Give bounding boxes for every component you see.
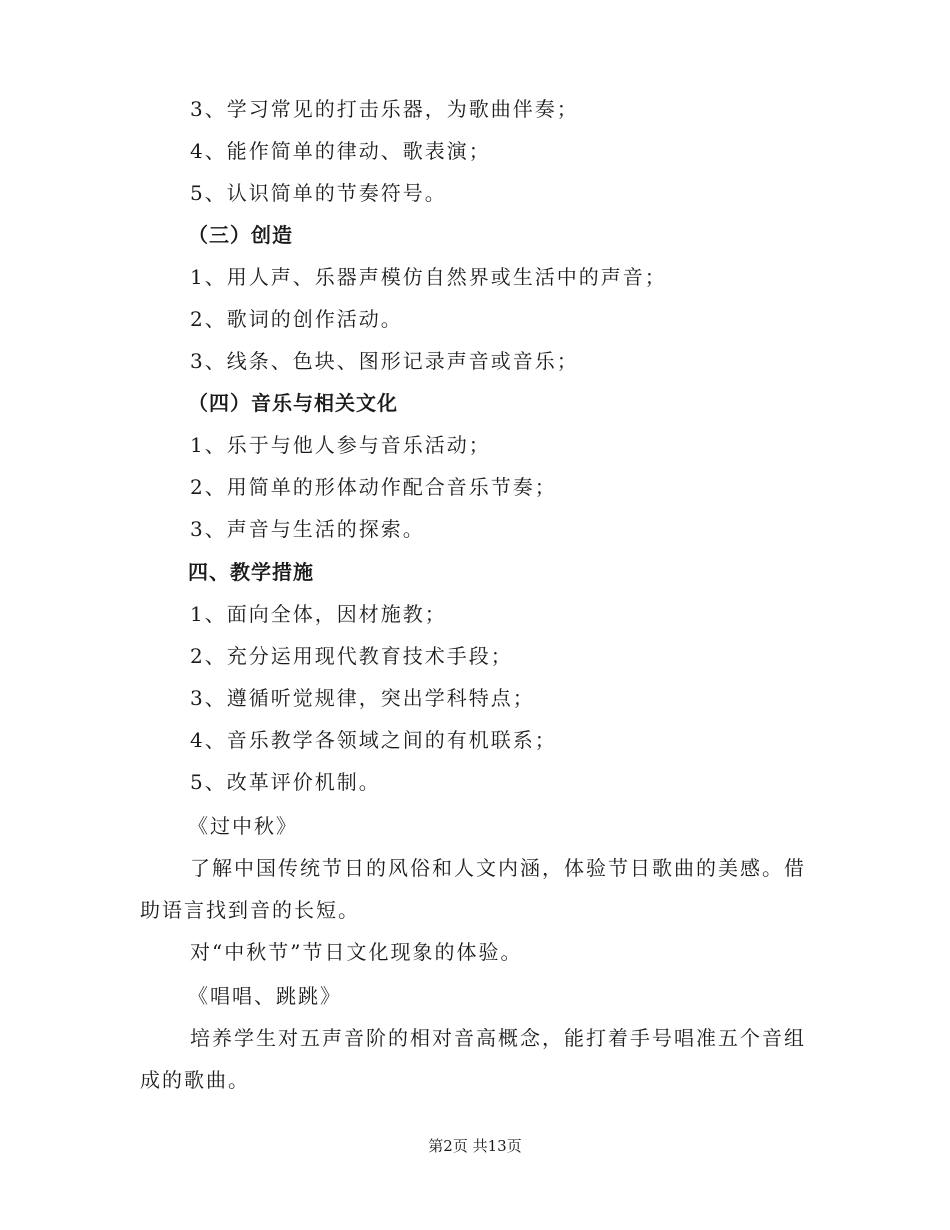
list-item: 1、用人声、乐器声模仿自然界或生活中的声音； xyxy=(190,265,667,289)
paragraph-line: 了解中国传统节日的风俗和人文内涵，体验节日歌曲的美感。借 xyxy=(190,856,806,880)
list-item: 3、学习常见的打击乐器，为歌曲伴奏； xyxy=(190,97,579,121)
song-title: 《唱唱、跳跳》 xyxy=(188,984,342,1008)
paragraph-line: 对“中秋节”节日文化现象的体验。 xyxy=(190,940,523,964)
section-heading-measures: 四、教学措施 xyxy=(188,560,314,584)
list-item: 4、音乐教学各领域之间的有机联系； xyxy=(190,728,557,752)
list-item: 1、乐于与他人参与音乐活动； xyxy=(190,433,491,457)
song-title: 《过中秋》 xyxy=(188,814,298,838)
list-item: 5、认识简单的节奏符号。 xyxy=(190,181,447,205)
list-item: 2、用简单的形体动作配合音乐节奏； xyxy=(190,475,557,499)
page-indicator: 第2页 共13页 xyxy=(428,1137,522,1155)
list-item: 3、声音与生活的探索。 xyxy=(190,517,425,541)
paragraph-line: 培养学生对五声音阶的相对音高概念，能打着手号唱准五个音组 xyxy=(190,1026,806,1050)
list-item: 2、歌词的创作活动。 xyxy=(190,307,403,331)
list-item: 3、遵循听觉规律，突出学科特点； xyxy=(190,686,535,710)
section-heading-culture: （四）音乐与相关文化 xyxy=(188,391,398,415)
list-item: 1、面向全体，因材施教； xyxy=(190,602,447,626)
paragraph-line: 助语言找到音的长短。 xyxy=(140,898,360,922)
list-item: 4、能作简单的律动、歌表演； xyxy=(190,139,491,163)
paragraph-line: 成的歌曲。 xyxy=(140,1068,250,1092)
section-heading-create: （三）创造 xyxy=(188,223,293,247)
list-item: 2、充分运用现代教育技术手段； xyxy=(190,644,513,668)
list-item: 5、改革评价机制。 xyxy=(190,770,381,794)
list-item: 3、线条、色块、图形记录声音或音乐； xyxy=(190,349,579,373)
